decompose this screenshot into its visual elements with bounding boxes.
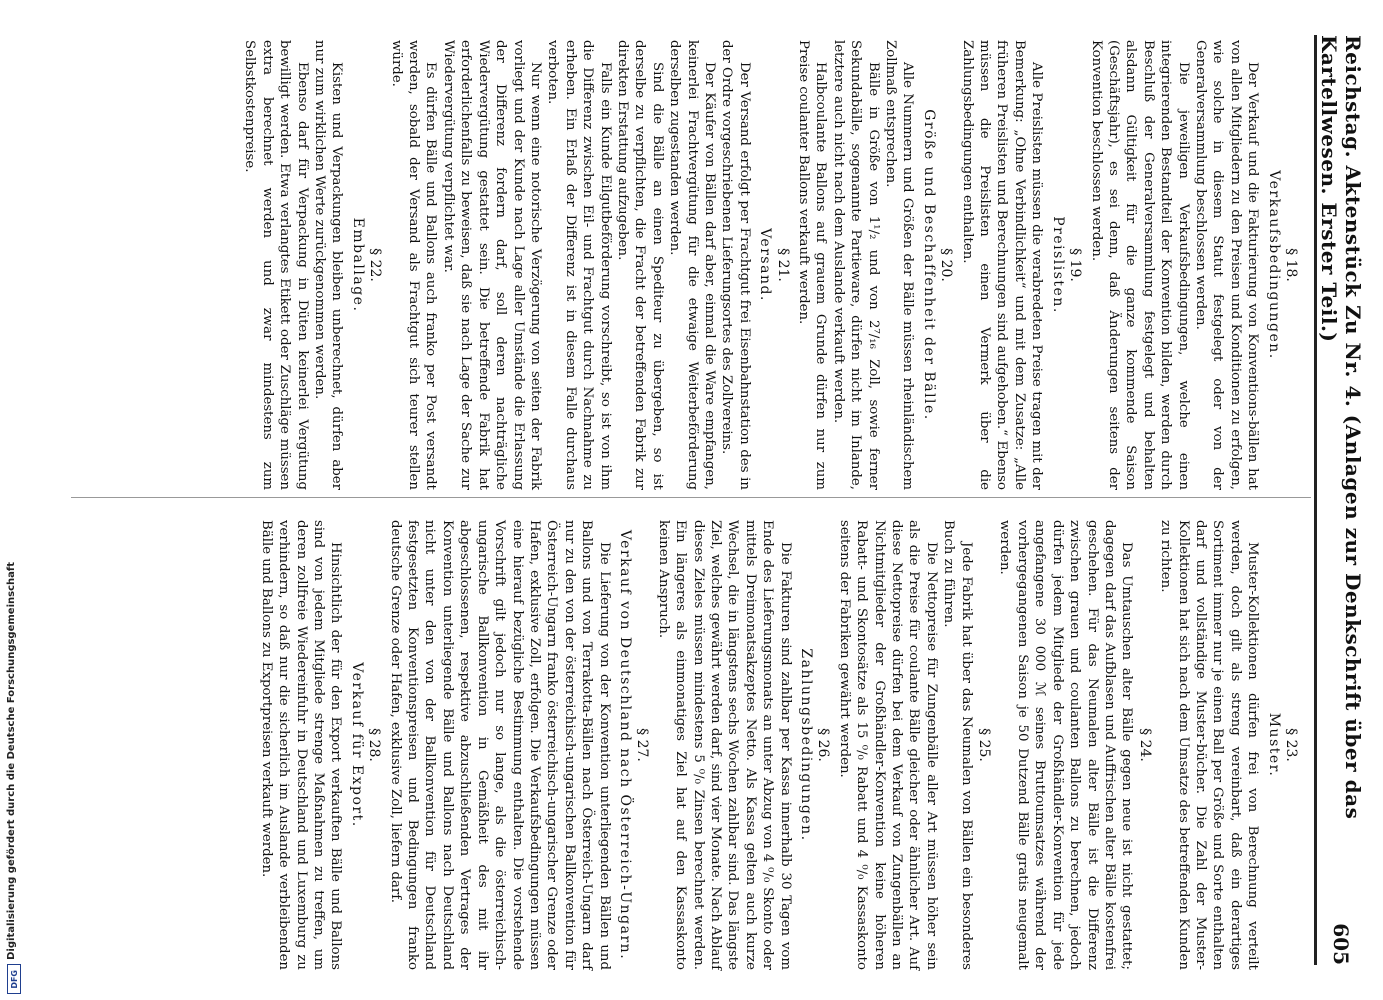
section <box>958 40 1083 490</box>
header-rule <box>1314 35 1317 965</box>
paragraph: Alle Preislisten müssen die verabredeten Preise tragen mit der Bemerkung: „Ohne Verbindlichkeit“ und mit dem Zusatze: „Alle früheren Preislisten und Berechnungen sind aufgehoben.“ Ebenso müssen die Preislisten einen Vermerk über die Zahlungsbedingungen enthalten. <box>959 40 1045 490</box>
paragraph: Jede Fabrik hat über das Neumalen von Bällen ein besonderes Buch zu führen. <box>941 520 974 970</box>
paragraph: Ebenso darf für Verpackung in Düten keinerlei Vergütung bewilligt werden. Etwa verlangtes Etikett oder Zuschläge müssen extra berechnet werden und zwar mindestens zum Selbstkostenpreise. <box>242 40 310 490</box>
paragraph: Die jeweiligen Verkaufsbedingungen, welche einen integrierenden Bestandteil der Konvention bilden, werden durch Beschluß der Generalversammlung festgelegt und behalten alsdann Gültigkeit für die ganze kommende Saison (Geschäftsjahr), es sei denn, daß Änderungen seitens der Konvention beschlossen werden. <box>1088 40 1191 490</box>
left-column <box>237 40 1303 490</box>
paragraph: Muster-Kollektionen dürfen frei von Berechnung verteilt werden, doch gilt als streng vereinbart, daß ein derartiges Sortiment immer nur je einen Ball per Größe und Sorte enthalten darf und vollständige Muster-bücher. Die Zahl der Muster-Kollektionen hat sich nach dem Umsatze des betreffenden Kunden zu richten. <box>1158 520 1261 970</box>
section-title: Verkauf von Deutschland nach Österreich-Ungarn. <box>616 529 633 961</box>
section-title: Emballage. <box>349 217 366 313</box>
paragraph: Die Fakturen sind zahlbar per Kassa innerhalb 30 Tagen vom Ende des Lieferungsmonats an unter Abzug von 4 ⁰/₀ Skonto oder mittels Dreimonatsakzeptes Netto. Als Kassa gelten auch kurze Wechsel, die in längstens sechs Wochen zahlbar sind. Das längste Ziel, welches gewährt werden darf, sind vier Monate. Nach Ablauf dieses Zieles müssen mindestens 5 ⁰/₀ Zinsen berechnet werden. Ein längeres als einmonatiges Ziel hat auf den Kassaskonto keinen Anspruch. <box>655 520 793 970</box>
section-number: § 23. <box>1283 728 1299 762</box>
section <box>1157 520 1299 970</box>
section-number: § 19. <box>1067 248 1084 282</box>
dfg-logo <box>7 964 21 994</box>
section-number: § 21. <box>774 248 791 282</box>
paragraph: Der Versand erfolgt per Frachtgut frei Eisenbahnstation des in der Ordre vorgeschriebenen Lieferungsortes des Zollvereins. <box>719 40 752 490</box>
section-number: § 20. <box>938 248 955 282</box>
section <box>257 520 382 970</box>
section <box>241 40 383 490</box>
section <box>654 520 831 970</box>
section-number: § 27. <box>634 728 651 762</box>
column-divider <box>71 497 1311 498</box>
section-number: § 24. <box>1136 728 1153 762</box>
section-title: Versand. <box>757 228 774 302</box>
right-column <box>253 520 1303 970</box>
paragraph: Es dürfen Bälle und Ballons auch franko per Post versandt werden, sobald der Versand als Frachtgut sich teurer stellen würde. <box>388 40 439 490</box>
paragraph: Nur wenn eine notorische Verzögerung von seiten der Fabrik vorliegt und der Kunde nach Lage aller Umstände die Erlassung der Differenz fordern darf, soll deren nachträgliche Wiedervergütung gestattet sein. Die betreffende Fabrik hat erforderlichenfalls zu beweisen, daß sie nach Lage der Sache zur Wiedervergütung verpflichtet war. <box>440 40 543 490</box>
paragraph: Das Umtauschen alter Bälle gegen neue ist nicht gestattet; dagegen darf das Aufblasen und Auffrischen alter Bälle kostenfrei geschehen. Für das Neumalen alter Bälle ist die Differenz zwischen grauen und coulanten Ballons zu berechnen, jedoch dürfen jedem Mitgliede der Großhändler-Konvention für jede angefangene 30 000 ℳ seines Bruttoumsatzes während der vorhergegangenen Saison je 50 Dutzend Bälle gratis neugemalt werden. <box>997 520 1135 970</box>
section-number: § 18. <box>1283 248 1299 282</box>
section-title: Muster. <box>1265 712 1282 778</box>
paragraph: Der Käufer von Bällen darf aber, einmal die Ware empfangen, keinerlei Frachtvergütung für die etwaige Weiterbeförderung derselben zugestanden werden. <box>667 40 717 490</box>
page-number: 605 <box>1329 923 1353 965</box>
paragraph: Halbcoulante Ballons auf grauem Grunde dürfen nur zum Preise coulanter Ballons verkauft werden. <box>796 40 829 490</box>
credit-text: Digitalisierung gefördert durch die Deutsche Forschungsgemeinschaft <box>6 562 17 960</box>
section-title: Preislisten. <box>1049 216 1066 314</box>
paragraph: Bälle in Größe von 1¹/₂ und von 2⁷/₁₆ Zoll, sowie ferner Sekundabälle, sogenannte Partieware, dürfen nicht im Inlande, letztere auch nicht nach dem Auslande verkauft werden. <box>830 40 881 490</box>
paragraph: Die Lieferung von der Konvention unterliegenden Bällen und Ballons und von Terrakotta-Bällen nach Österreich-Ungarn darf nur zu den von der österreichisch-ungarischen Ballkonvention für Österreich-Ungarn franko österreichisch-ungarischer Grenze oder Hafen, exklusive Zoll, erfolgen. Die Verkaufsbedingungen müssen eine hierauf bezügliche Bestimmung enthalten. Die vorstehende Vorschrift gilt jedoch nur so lange, als die österreichisch-ungarische Ballkonvention in Gemäßheit des mit ihr abgeschlossenen, respektive abzuschließenden Vertrages der Konvention unterliegende Bälle und Ballons nach Deutschland nicht unter den von der Ballkonvention für Deutschland festgesetzten Konventionspreisen und Bedingungen franko deutsche Grenze oder Hafen, exklusive Zoll, liefern darf. <box>387 520 612 970</box>
paragraph: Der Verkauf und die Fakturierung von Konventions-bällen hat von allen Mitgliedern zu den Preisen und Konditionen zu erfolgen, wie solche in diesem Statut festgelegt oder von der Generalversammlung beschlossen werden. <box>1192 40 1261 490</box>
credit-strip <box>6 0 20 1000</box>
paragraph: Die Nettopreise für Zungenbälle aller Art müssen höher sein als die Preise für coulante Bälle gleicher oder ähnlicher Art. Auf diese Nettopreise dürfen bei dem Verkauf von Zungenbällen an Nichtmitglieder der Großhändler-Konvention keine höheren Rabatt- und Skontosätze als 15 ⁰/₀ Rabatt und 4 ⁰/₀ Kassaskonto seitens der Fabriken gewährt werden. <box>836 520 939 970</box>
paragraph: Falls ein Kunde Eilgutbeförderung vorschreibt, so ist von ihm die Differenz zwischen Eil- und Frachtgut durch Nachnahme zu erheben. Ein Erlaß der Differenz ist in diesem Falle durchaus verboten. <box>545 40 613 490</box>
paragraph: Hinsichtlich der für den Export verkauften Bälle und Ballons sind von jedem Mitgliede strenge Maßnahmen zu treffen, um deren zollfreie Wiedereinfuhr in Deutschland und Luxemburg zu verhindern, so daß nur die sicherlich im Auslande verbleibenden Bälle und Ballons zu Exportpreisen verkauft werden. <box>258 520 344 970</box>
paragraph: Alle Nummern und Größen der Bälle müssen rheinländischem Zollmaß entsprechen. <box>883 40 916 490</box>
paragraph: Kisten und Verpackungen bleiben unberechnet, dürfen aber nur zum wirklichen Werte zurückgenommen werden. <box>312 40 345 490</box>
section-title: Verkaufsbedingungen. <box>1265 170 1282 360</box>
section-title: Verkauf für Export. <box>348 662 365 828</box>
section <box>835 520 992 970</box>
section <box>996 520 1153 970</box>
section <box>795 40 955 490</box>
section-title: Zahlungsbedingungen. <box>798 648 815 842</box>
section-number: § 26. <box>815 728 832 762</box>
section-number: § 25. <box>976 728 993 762</box>
dfg-logo-text: DFG <box>9 969 19 989</box>
section-number: § 28. <box>366 728 383 762</box>
page-header <box>1319 35 1363 965</box>
section-title: Größe und Beschaffenheit der Bälle. <box>920 109 937 421</box>
page-title: Reichstag. Aktenstück Zu Nr. 4. (Anlagen zur Denkschrift über das Kartellwesen. Erster Teil.) <box>1317 35 1365 820</box>
section <box>387 40 790 490</box>
section-number: § 22. <box>367 248 384 282</box>
section <box>386 520 650 970</box>
paragraph: Sind die Bälle an einen Spediteur zu übergeben, so ist derselbe zu verpflichten, die Fracht der betreffenden Fabrik zur direkten Erstattung aufzugeben. <box>614 40 665 490</box>
section <box>1087 40 1299 490</box>
